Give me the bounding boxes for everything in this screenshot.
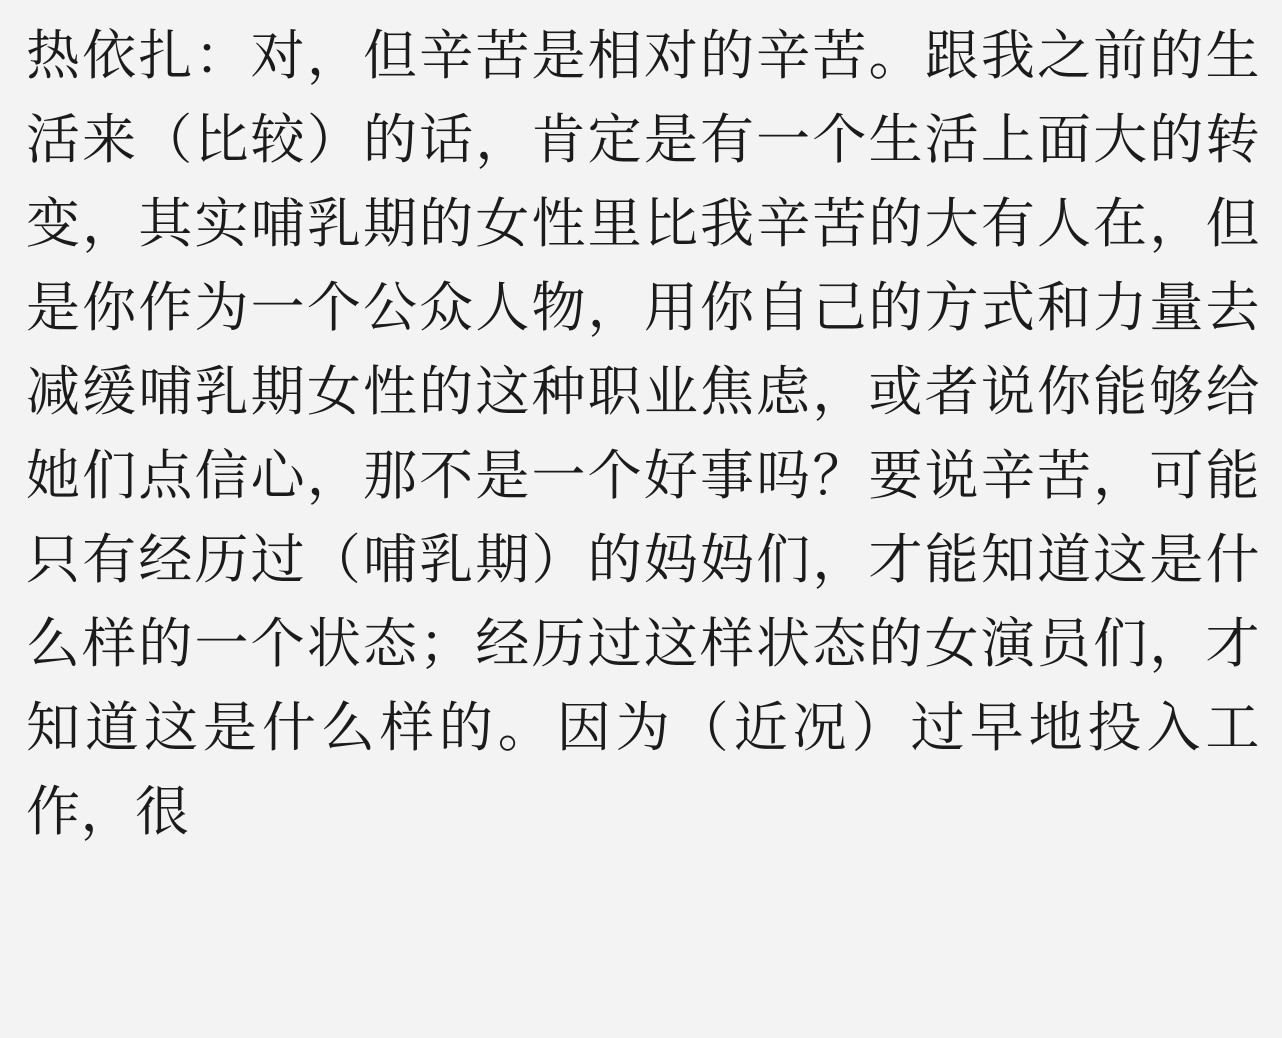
transcript-paragraph: 热依扎：对，但辛苦是相对的辛苦。跟我之前的生活来（比较）的话，肯定是有一个生活上面大的转变，其实哺乳期的女性里比我辛苦的大有人在，但是你作为一个公众人物，用你自己的方式和力量去减缓哺乳期女性的这种职业焦虑，或者说你能够给她们点信心，那不是一个好事吗？要说辛苦，可能只有经历过（哺乳期）的妈妈们，才能知道这是什么样的一个状态；经历过这样状态的女演员们，才知道这是什么样的。因为（近况）过早地投入工作，很 [26,24,1260,843]
